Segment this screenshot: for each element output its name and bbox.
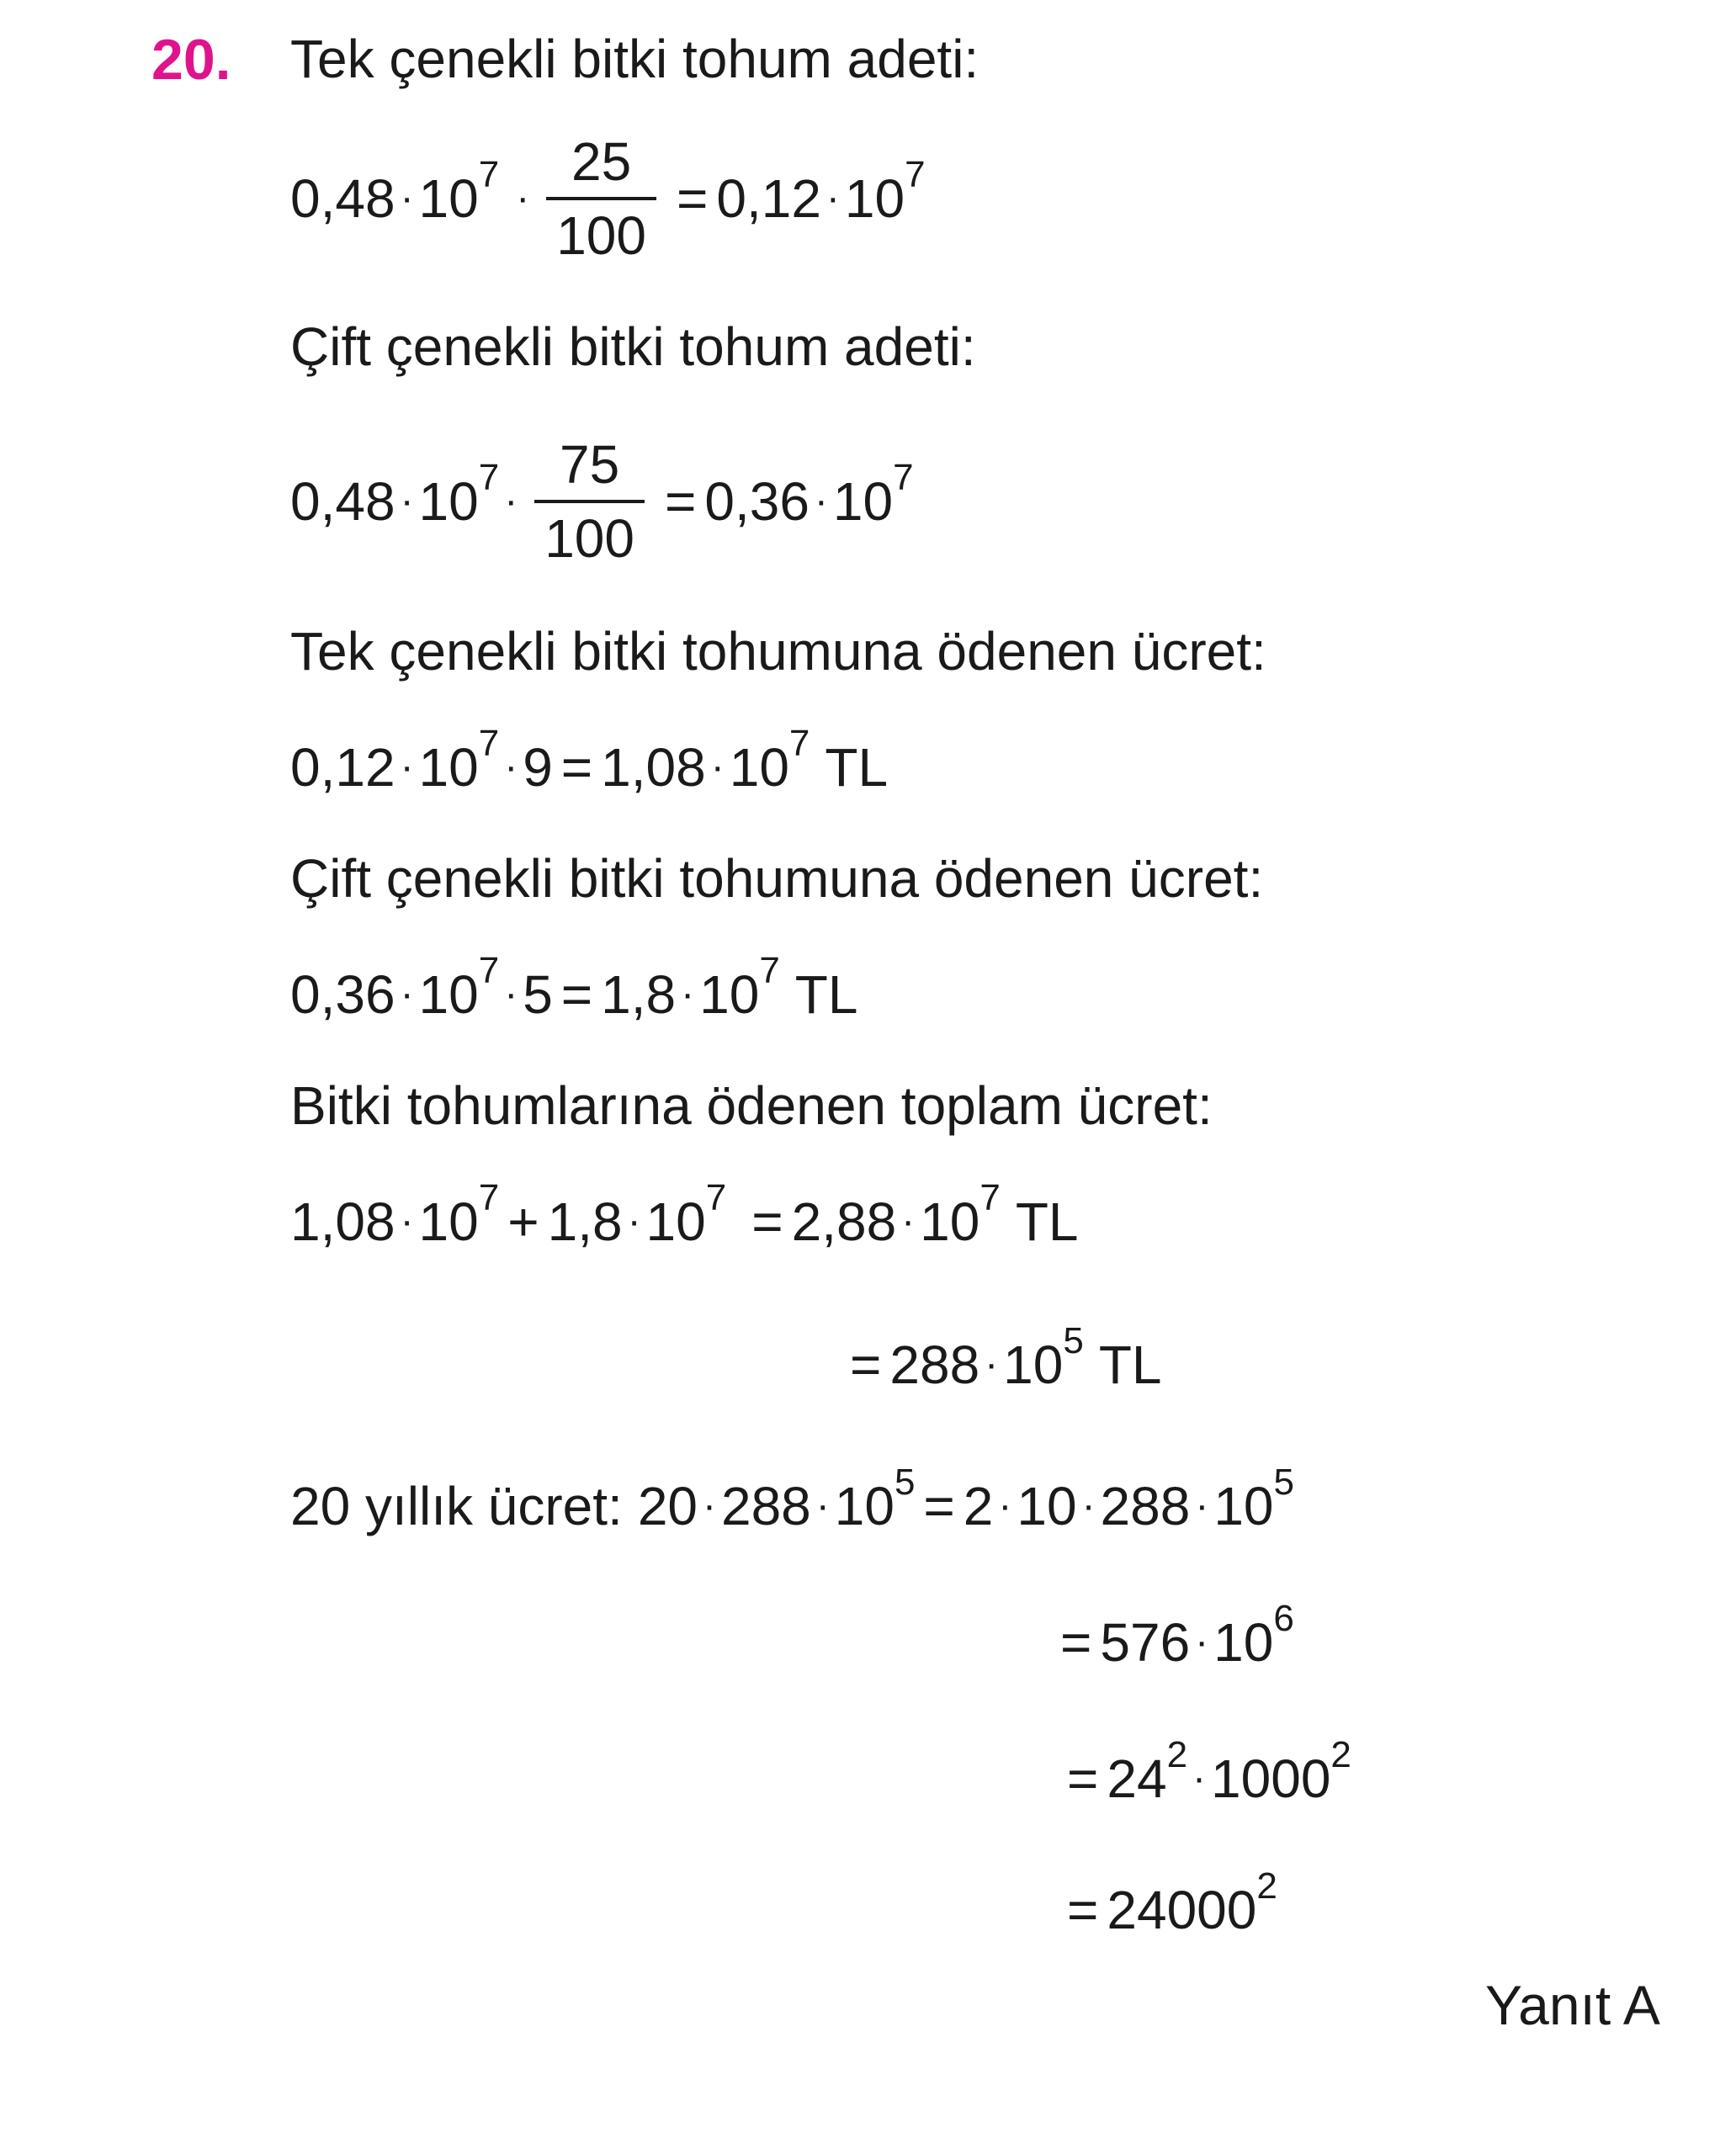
base: 10 (844, 168, 905, 229)
equation-tek-adet: 0,48 · 10 $^7$ · $\frac{25}{100}$ = 0,12 · 10 $^7$ (290, 131, 926, 266)
operand: 0,48 (290, 471, 396, 532)
result: 0,12 (716, 168, 821, 229)
dot-operator: · (400, 479, 414, 523)
result: 576 (1100, 1612, 1191, 1673)
fraction-denominator: 100 (534, 500, 645, 565)
dot-operator: · (504, 745, 518, 789)
dot-operator: · (901, 1199, 916, 1244)
unit: TL (1098, 1334, 1162, 1395)
dot-operator: · (1195, 1483, 1209, 1528)
base: 10 (699, 964, 760, 1025)
factor: 288 (1100, 1476, 1191, 1536)
heading-cift-cenekli-ucret: Çift çenekli bitki tohumuna ödenen ücret: (290, 848, 1264, 909)
base: 10 (1213, 1476, 1274, 1536)
base: 10 (832, 471, 894, 532)
answer-label: Yanıt A (1485, 1974, 1660, 2036)
dot-operator: · (998, 1483, 1012, 1528)
equals-sign: = (1060, 1612, 1092, 1673)
equals-sign: = (923, 1476, 955, 1536)
equation-yillik: 20 yıllık ücret: 20 · 288 · 10 $^5$ = 2 · 10 · 288 · 10 $^5$ (290, 1462, 1294, 1536)
base: 1000 (1211, 1748, 1331, 1809)
equation-yillik-sonuc: = 24000 $^2$ (1067, 1865, 1277, 1940)
result: 0,36 (704, 471, 810, 532)
equals-sign: = (560, 964, 593, 1025)
dot-operator: · (814, 479, 828, 523)
dot-operator: · (627, 1199, 641, 1244)
equation-cift-adet: 0,48 · 10 $^7$ · $\frac{75}{100}$ = 0,36 · 10 $^7$ (290, 434, 914, 569)
base: 24 (1107, 1748, 1167, 1809)
fraction (546, 131, 656, 266)
dot-operator: · (400, 1199, 414, 1244)
dot-operator: · (815, 1483, 830, 1528)
result: 2,88 (791, 1191, 897, 1252)
plus-sign: + (507, 1191, 539, 1252)
operand: 0,36 (290, 964, 396, 1025)
dot-operator: · (400, 745, 414, 789)
result: 1,08 (601, 737, 706, 798)
dot-operator: · (985, 1342, 999, 1387)
problem-number: 20. (151, 28, 231, 92)
dot-operator: · (1192, 1756, 1207, 1801)
base: 10 (834, 1476, 895, 1536)
equals-sign: = (850, 1334, 882, 1395)
operand: 1,8 (547, 1191, 623, 1252)
equation-tek-ucret: 0,12 · 10 $^7$ · 9 = 1,08 · 10 $^7$ TL (290, 723, 889, 798)
dot-operator: · (1195, 1620, 1209, 1664)
result: 288 (889, 1334, 980, 1395)
equals-sign: = (1067, 1748, 1099, 1809)
dot-operator: · (826, 176, 840, 220)
base: 10 (1213, 1612, 1274, 1673)
base: 10 (418, 471, 479, 532)
equation-yillik-adim-2: = 24 $^2$ · 1000 $^2$ (1067, 1734, 1351, 1809)
equals-sign: = (1067, 1880, 1099, 1940)
base: 10 (418, 1191, 479, 1252)
equals-sign: = (751, 1191, 783, 1252)
multiplier: 9 (523, 737, 553, 798)
dot-operator: · (703, 1483, 716, 1528)
base: 24000 (1107, 1880, 1257, 1940)
unit: TL (794, 964, 858, 1025)
result: 1,8 (601, 964, 677, 1025)
base: 10 (418, 737, 479, 798)
dot-operator: · (1081, 1483, 1096, 1528)
equals-sign: = (560, 737, 593, 798)
base: 10 (418, 168, 479, 229)
heading-tek-cenekli-ucret: Tek çenekli bitki tohumuna ödenen ücret: (290, 621, 1266, 682)
operand: 0,48 (290, 168, 396, 229)
equals-sign: = (676, 168, 709, 229)
multiplier: 5 (523, 964, 553, 1025)
base: 10 (645, 1191, 706, 1252)
base: 10 (1003, 1334, 1064, 1395)
dot-operator: · (504, 479, 518, 523)
dot-operator: · (400, 176, 414, 220)
operand: 20 (637, 1476, 698, 1536)
operand: 1,08 (290, 1191, 396, 1252)
dot-operator: · (681, 972, 695, 1016)
fraction (534, 434, 645, 569)
factor: 10 (1017, 1476, 1077, 1536)
fraction-denominator: 100 (546, 197, 656, 263)
base: 10 (729, 737, 789, 798)
yillik-label: 20 yıllık ücret: (290, 1476, 623, 1536)
equation-toplam-sadelestirme: = 288 · 10 $^5$ TL (850, 1320, 1162, 1395)
heading-cift-cenekli-adet: Çift çenekli bitki tohum adeti: (290, 316, 976, 377)
equation-toplam: 1,08 · 10 $^7$ + 1,8 · 10 $^7$ = 2,88 · 10 $^7$ TL (290, 1177, 1079, 1252)
base: 10 (418, 964, 479, 1025)
operand: 0,12 (290, 737, 396, 798)
fraction-numerator: 75 (560, 434, 620, 495)
equals-sign: = (664, 471, 697, 532)
heading-tek-cenekli-adet: Tek çenekli bitki tohum adeti: (290, 29, 979, 89)
heading-toplam-ucret: Bitki tohumlarına ödenen toplam ücret: (290, 1075, 1213, 1136)
dot-operator: · (400, 972, 414, 1016)
unit: TL (825, 737, 889, 798)
operand: 288 (720, 1476, 811, 1536)
factor: 2 (963, 1476, 994, 1536)
equation-yillik-adim-1: = 576 · 10 $^6$ (1060, 1598, 1294, 1673)
base: 10 (920, 1191, 980, 1252)
dot-operator: · (504, 972, 518, 1016)
fraction-numerator: 25 (571, 131, 632, 192)
dot-operator: · (516, 176, 530, 220)
equation-cift-ucret: 0,36 · 10 $^7$ · 5 = 1,8 · 10 $^7$ TL (290, 950, 858, 1025)
unit: TL (1015, 1191, 1079, 1252)
dot-operator: · (710, 745, 725, 789)
